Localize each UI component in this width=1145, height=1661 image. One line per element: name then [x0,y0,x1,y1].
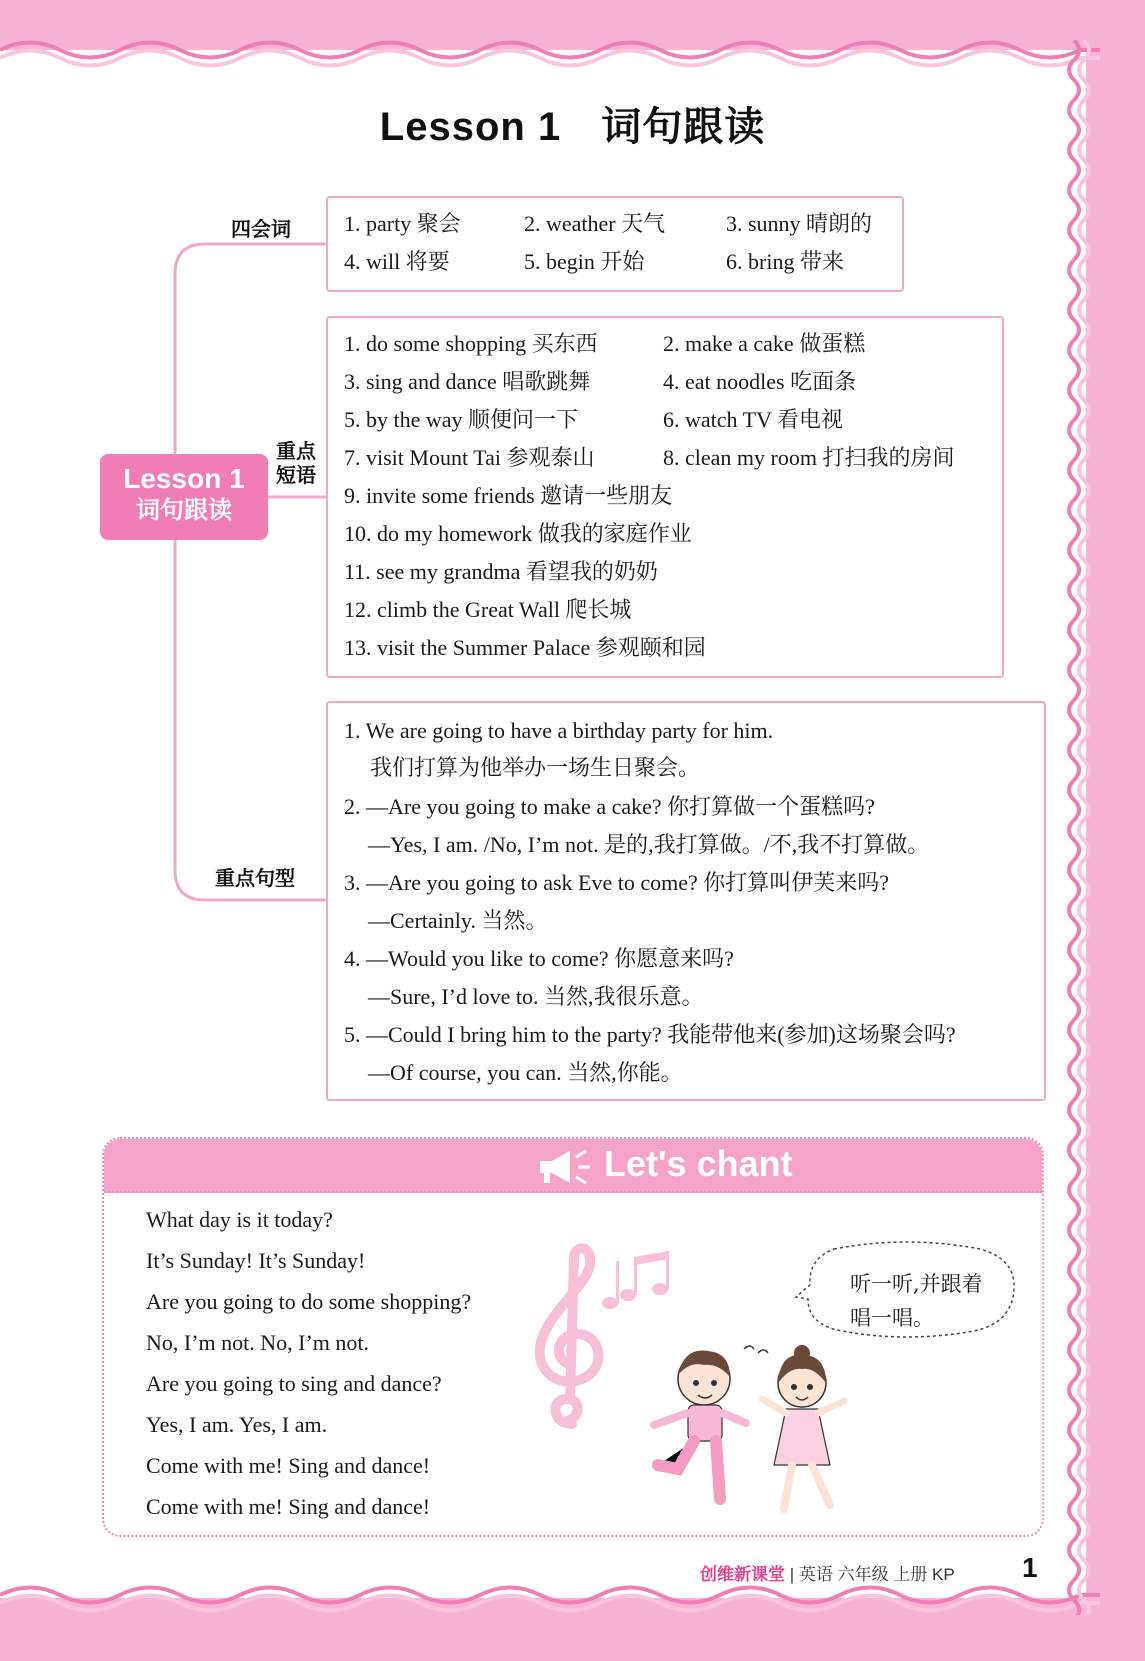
page-number: 1 [1022,1552,1038,1583]
megaphone-icon [532,1147,592,1187]
title-lesson: Lesson 1 [379,105,562,149]
wavy-border-top [0,38,1100,68]
chant-line: Come with me! Sing and dance! [146,1494,431,1519]
sentence-line: —Certainly. 当然。 [368,908,548,933]
label-vocab: 四会词 [231,219,291,241]
phrase-item: 7. visit Mount Tai 参观泰山 [344,445,595,470]
sentence-line: —Sure, I’d love to. 当然,我很乐意。 [368,984,704,1009]
label-phrases-line2: 短语 [276,465,316,487]
chant-line: Yes, I am. Yes, I am. [146,1412,328,1437]
label-phrases-line1: 重点 [276,441,316,463]
label-sentences: 重点句型 [215,868,295,890]
vocab-item: 1. party 聚会 [344,211,461,236]
dancing-children-illustration [634,1339,874,1537]
chant-title: Let's chant [604,1143,793,1184]
vocab-item: 3. sunny 晴朗的 [726,211,873,236]
sentence-line: 1. We are going to have a birthday party for him. [344,718,774,743]
phrase-item: 10. do my homework 做我的家庭作业 [344,521,692,546]
wavy-border-right [1060,40,1100,1615]
footer-info: 英语 六年级 上册 KP [798,1565,955,1584]
phrase-item: 8. clean my room 打扫我的房间 [663,445,955,470]
title-chinese: 词句跟读 [601,105,766,149]
footer [700,1560,955,1585]
chant-line: Come with me! Sing and dance! [146,1453,431,1478]
wavy-border-bottom [0,1585,1100,1615]
bubble-line2: 唱一唱。 [850,1306,934,1330]
vocab-item: 4. will 将要 [344,249,450,274]
sentence-line: —Of course, you can. 当然,你能。 [368,1060,683,1085]
vocab-item: 2. weather 天气 [524,211,666,236]
bubble-text [850,1267,1020,1335]
page-title [0,95,1145,152]
chant-line: Are you going to do some shopping? [146,1289,472,1314]
music-note-icon [616,1247,676,1307]
sentence-line: 5. —Could I bring him to the party? 我能带他来(参加)这场聚会吗? [344,1022,956,1047]
vocab-box [326,196,904,292]
phrase-item: 12. climb the Great Wall 爬长城 [344,597,632,622]
vocab-item: 5. begin 开始 [524,249,645,274]
vocab-item: 6. bring 带来 [726,249,844,274]
phrase-item: 5. by the way 顺便问一下 [344,407,579,432]
chant-line: It’s Sunday! It’s Sunday! [146,1248,366,1273]
phrase-item: 9. invite some friends 邀请一些朋友 [344,483,673,508]
phrase-item: 4. eat noodles 吃面条 [663,369,857,394]
chant-line: No, I’m not. No, I’m not. [146,1330,370,1355]
sentence-line: 3. —Are you going to ask Eve to come? 你打算叫伊芙来吗? [344,870,890,895]
sentences-box [326,701,1046,1101]
phrase-item: 1. do some shopping 买东西 [344,331,598,356]
sentence-line: 我们打算为他举办一场生日聚会。 [370,756,701,781]
phrase-item: 11. see my grandma 看望我的奶奶 [344,559,658,584]
chant-line: Are you going to sing and dance? [146,1371,442,1396]
phrase-item: 13. visit the Summer Palace 参观颐和园 [344,635,706,660]
chant-panel [102,1137,1044,1537]
treble-clef-icon [512,1239,632,1439]
mindmap-center-tag [100,454,268,540]
phrase-item: 6. watch TV 看电视 [663,407,844,432]
center-tag-line2: 词句跟读 [136,497,232,524]
center-tag-line1: Lesson 1 [123,463,245,494]
sentence-line: 2. —Are you going to make a cake? 你打算做一个蛋糕吗? [344,794,875,819]
phrase-item: 3. sing and dance 唱歌跳舞 [344,369,591,394]
sentence-line: 4. —Would you like to come? 你愿意来吗? [344,946,734,971]
sentence-line: —Yes, I am. /No, I’m not. 是的,我打算做。/不,我不打算做。 [368,832,930,857]
chant-header [104,1139,1042,1193]
label-phrases [276,440,316,488]
footer-divider: | [789,1565,799,1584]
bubble-line1: 听一听,并跟着 [850,1272,983,1296]
chant-line: What day is it today? [146,1207,333,1232]
phrases-box [326,316,1004,678]
footer-brand: 创维新课堂 [700,1565,785,1584]
phrase-item: 2. make a cake 做蛋糕 [663,331,866,356]
